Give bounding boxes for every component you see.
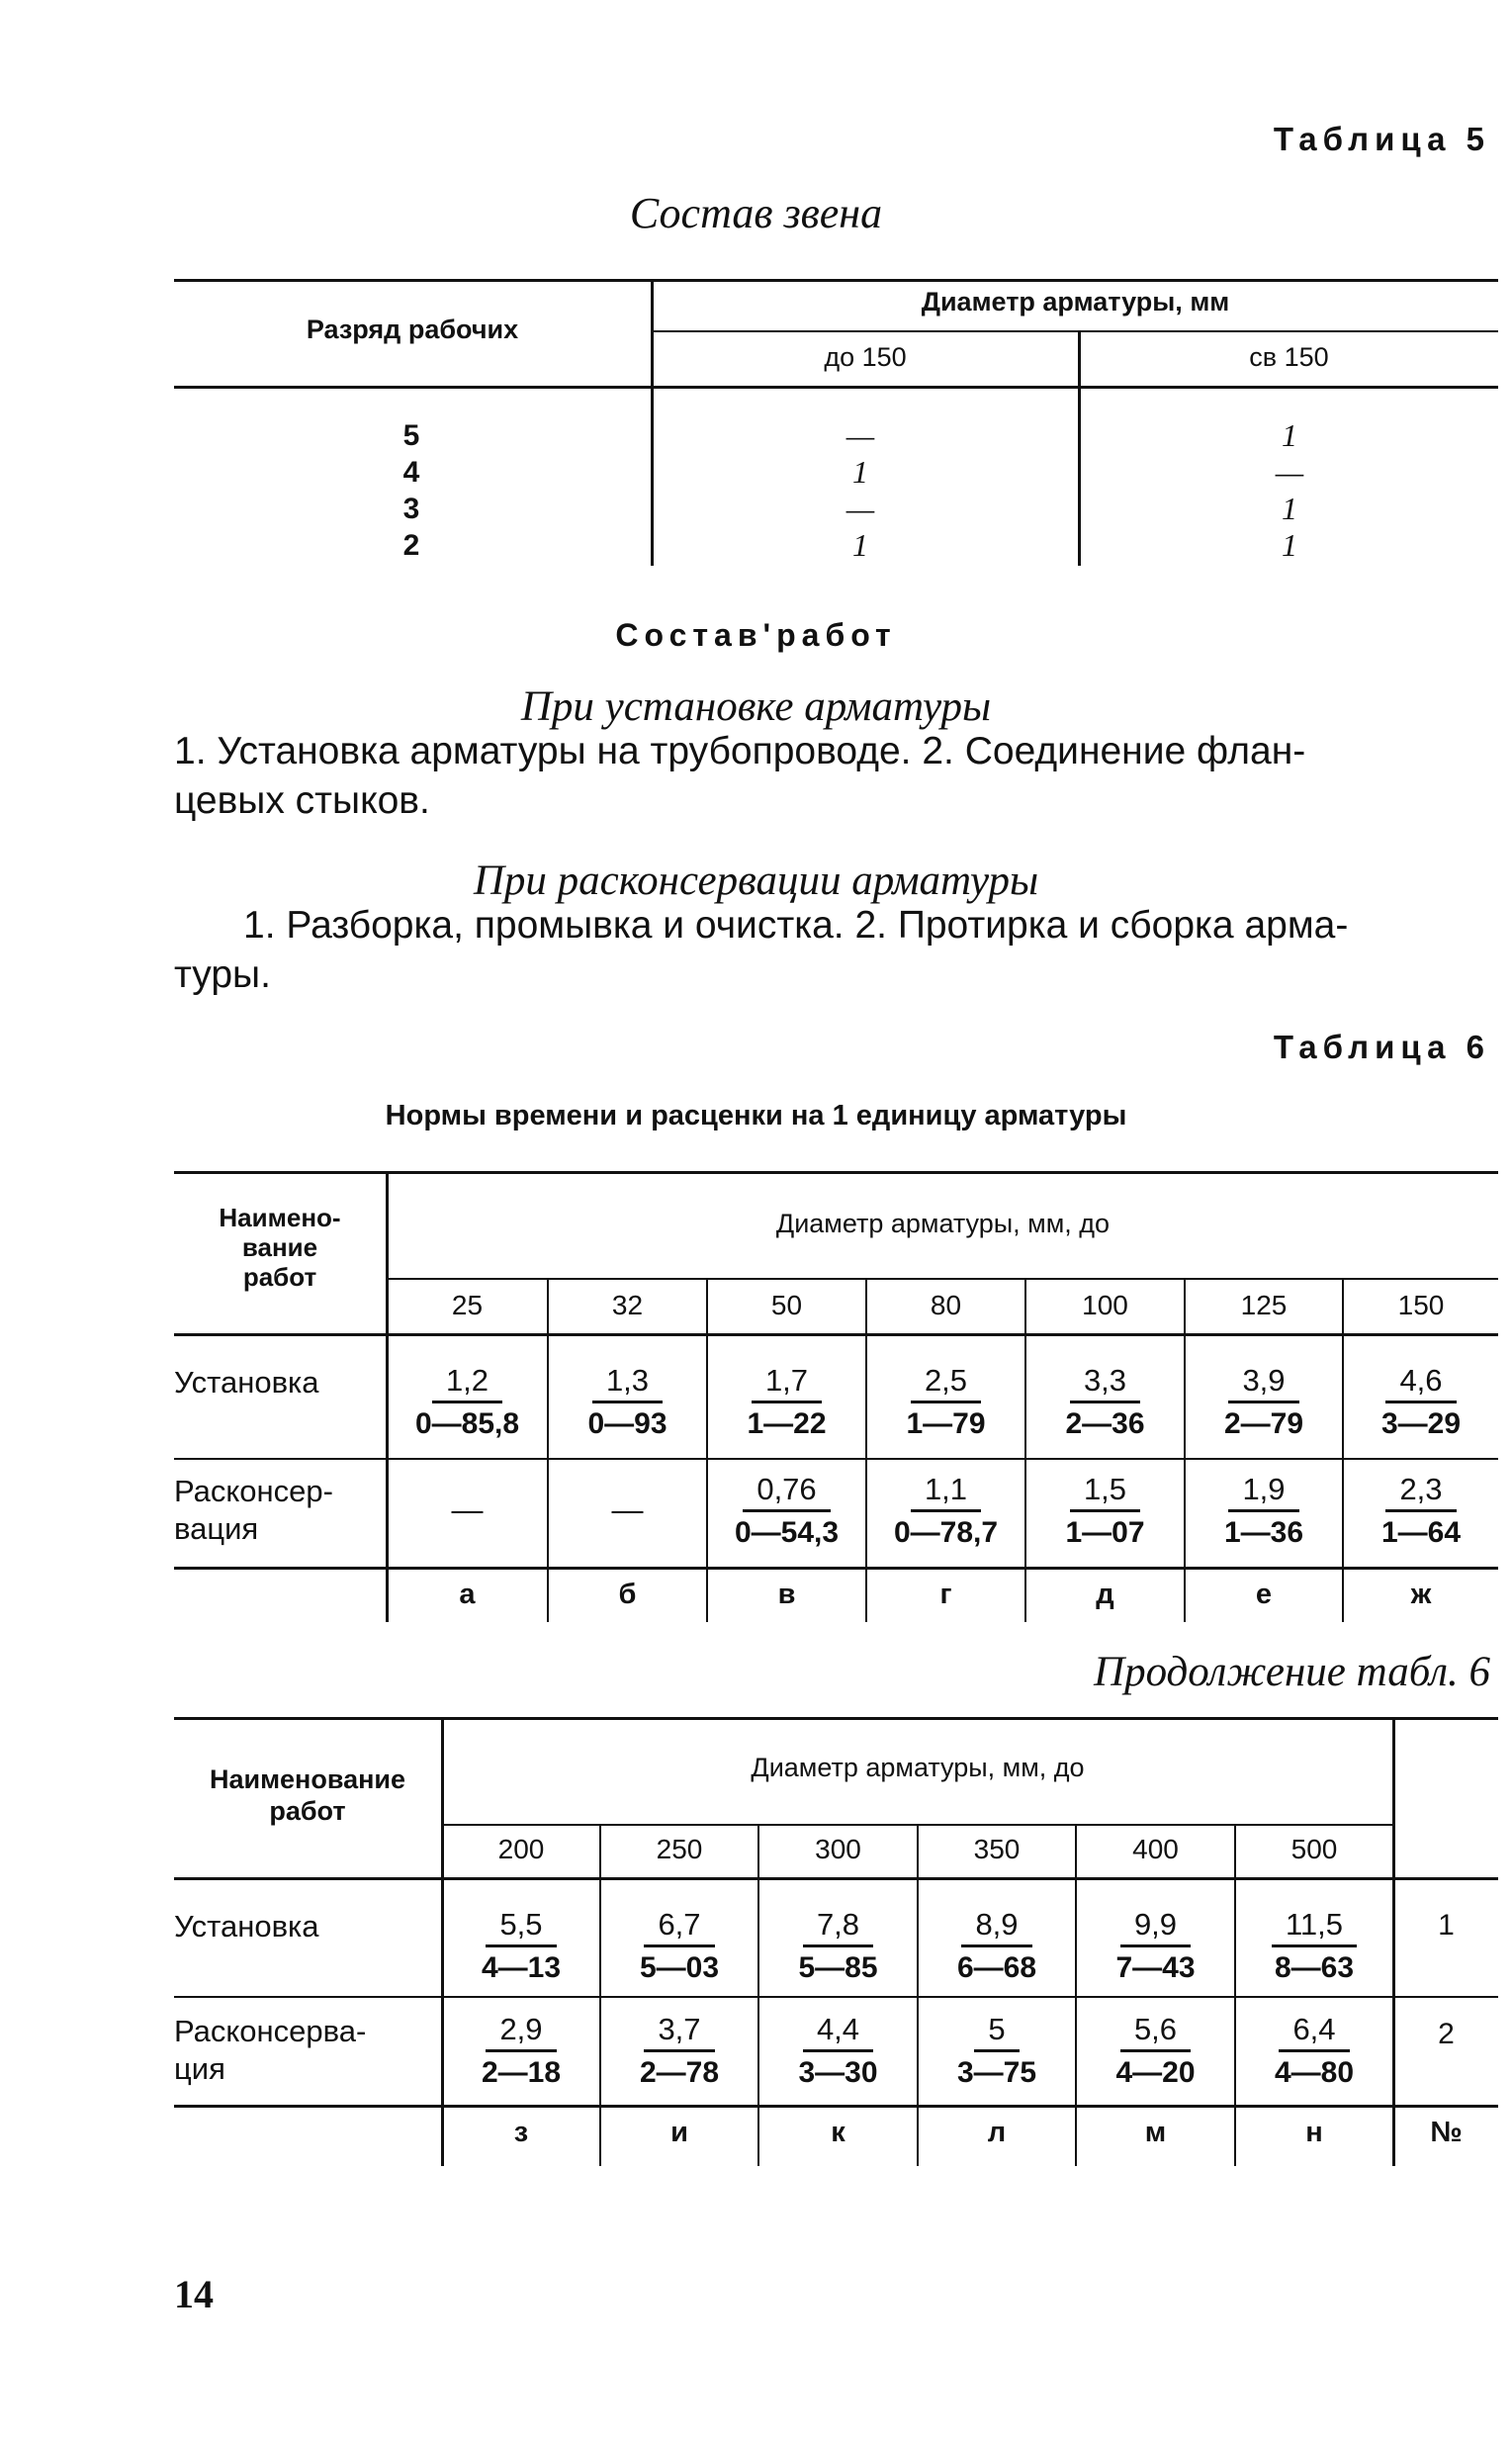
rate: 0—54,3 [734,1516,840,1549]
table6-row1-cell [1026,1361,1184,1445]
time-norm: 8,9 [961,1905,1031,1947]
table6-row2-cell [1344,1470,1498,1554]
table5-cell: 1 [1282,491,1297,526]
table6-top-rule [174,1171,1498,1174]
table6-row-header: Наимено- вание работ [219,1203,341,1292]
table5-cell: 1 [852,454,868,490]
time-norm: 3,9 [1228,1361,1298,1403]
table6b-number-column-label: № [1430,2117,1463,2148]
rate: 0—85,8 [414,1407,520,1440]
table6b-title: Продолжение табл. 6 [1094,1649,1490,1695]
table6b-vline [1234,1824,1236,2166]
table5-rank: 3 [402,493,420,525]
table6b-vline [917,1824,919,2166]
table6b-diameter: 350 [973,1834,1021,1864]
table6b-row1-label: Установка [174,1909,319,1944]
install-text-line1: 1. Установка арматуры на трубопроводе. 2. Соединение флан- [174,730,1306,772]
table5-label: Таблица 5 [1273,121,1490,157]
table5-rank: 5 [402,419,420,452]
table6-row1-cell [549,1361,706,1445]
table6b-row1-cell [443,1905,599,1989]
table6-row1-cell [708,1361,865,1445]
table5-top-rule [174,279,1498,282]
table6b-row2-label-2: ция [174,2051,225,2086]
time-norm: 5 [974,2010,1019,2052]
time-norm: 2,5 [911,1361,981,1403]
table6b-column-letter: н [1305,2117,1323,2148]
rate: 2—36 [1065,1407,1145,1440]
table6-row-rule [174,1458,1498,1460]
table6-row2-cell [1026,1470,1184,1554]
table6b-vline [599,1824,601,2166]
table6-vline [865,1278,867,1622]
table6-column-letter: ж [1410,1579,1432,1610]
time-norm: 1,7 [752,1361,822,1403]
time-norm: 1,9 [1228,1470,1298,1512]
table6b-column-letter: з [513,2117,529,2148]
table6b-diameter: 500 [1290,1834,1338,1864]
rate: 6—68 [956,1951,1037,1984]
table6-diameter: 25 [451,1290,484,1320]
table6-diameter: 50 [770,1290,803,1320]
table6-row2-cell [1186,1470,1342,1554]
table6b-column-letter: к [831,2117,845,2148]
rate: 7—43 [1115,1951,1196,1984]
work-heading: Состав'работ [615,617,897,653]
table6-header-rule [174,1333,1498,1336]
table5-rank: 4 [402,456,420,489]
table6b-row1-number: 1 [1438,1909,1455,1942]
table6-row2-label-1: Расконсер- [174,1474,333,1508]
table6-row2-cell [708,1470,865,1554]
table6-column-letter: б [618,1579,637,1610]
rate: 0—78,7 [893,1516,999,1549]
table6b-vline [757,1824,759,2166]
depres-title: При расконсервации арматуры [473,858,1039,904]
table5-cell: — [1275,454,1304,490]
time-norm: 2,9 [486,2010,556,2052]
table5-group-rule [653,330,1498,332]
table6b-row2-cell [1077,2010,1234,2094]
time-norm: 9,9 [1120,1905,1191,1947]
table6b-column-letter: и [670,2117,688,2148]
rate: 4—20 [1115,2056,1196,2089]
table6-column-letter: г [939,1579,952,1610]
time-norm: 3,7 [644,2010,714,2052]
time-norm: 6,7 [644,1905,714,1947]
rate: 1—07 [1065,1516,1145,1549]
table5-cell: — [845,417,875,453]
table6-row2-cell [867,1470,1024,1554]
rate: 4—13 [481,1951,562,1984]
install-text-line2: цевых стыков. [174,779,430,822]
rate: 1—79 [906,1407,986,1440]
table6-column-letter: в [777,1579,796,1610]
table5-ranks [392,417,431,564]
rate: 5—03 [639,1951,720,1984]
rate: 4—80 [1274,2056,1355,2089]
time-norm: 3,3 [1070,1361,1140,1403]
table6-row1-cell [1344,1361,1498,1445]
table5-col-header-left: Разряд рабочих [306,315,519,344]
time-norm: 5,6 [1120,2010,1191,2052]
table5-col-header-group: Диаметр арматуры, мм [921,287,1230,316]
time-norm: 6,4 [1279,2010,1349,2052]
table6-label: Таблица 6 [1273,1029,1490,1065]
table6b-row2-cell [919,2010,1075,2094]
table6-vline [706,1278,708,1622]
table5-rank: 2 [402,529,420,562]
rate: 3—30 [798,2056,878,2089]
table6-diameter: 125 [1240,1290,1288,1320]
table6b-row1-cell [1077,1905,1234,1989]
time-norm: 7,8 [803,1905,873,1947]
time-norm: 11,5 [1272,1905,1357,1947]
rate: 2—78 [639,2056,720,2089]
rate: 1—64 [1380,1516,1462,1549]
table6-column-letter: е [1255,1579,1273,1610]
table6b-row1-cell [1236,1905,1392,1989]
table6-row1-cell [867,1361,1024,1445]
table6b-top-rule [174,1717,1498,1720]
table6b-row2-label-1: Расконсерва- [174,2014,367,2048]
install-title: При установке арматуры [520,683,992,730]
time-norm: 1,3 [592,1361,663,1403]
table6-vline [1342,1278,1344,1622]
table6b-diameter: 200 [497,1834,545,1864]
table6b-row1-cell [919,1905,1075,1989]
table6b-group-header: Диаметр арматуры, мм, до [751,1753,1085,1782]
table6b-column-letter: л [987,2117,1007,2148]
table6b-row-header-1: Наименование [209,1764,406,1794]
table6b-row2-cell [1236,2010,1392,2094]
table5-cell: 1 [852,527,868,563]
time-norm: 1,5 [1070,1470,1140,1512]
time-norm: 5,5 [486,1905,556,1947]
table6-group-header: Диаметр арматуры, мм, до [775,1209,1111,1238]
time-norm: 4,6 [1385,1361,1456,1403]
table6b-vline [1075,1824,1077,2166]
table6-diameter: 80 [930,1290,962,1320]
rate: 1—36 [1223,1516,1304,1549]
table6-column-letter: а [459,1579,476,1610]
depres-text-line2: туры. [174,953,271,996]
table6b-row2-cell [759,2010,917,2094]
table6-diameter: 32 [611,1290,644,1320]
table6-row1-cell [388,1361,547,1445]
table6-empty-cell: — [611,1492,644,1527]
table6b-bottom-rule [174,2105,1498,2108]
table6-group-rule [388,1278,1498,1280]
table5-cell: — [845,491,875,526]
table6-bottom-rule [174,1567,1498,1570]
table6-empty-cell: — [451,1492,484,1527]
time-norm: 4,4 [803,2010,873,2052]
rate: 2—18 [481,2056,562,2089]
table6b-column-letter: м [1144,2117,1167,2148]
table6b-row2-cell [601,2010,757,2094]
table6-row1-cell [1186,1361,1342,1445]
rate: 5—85 [798,1951,878,1984]
table6-vline [547,1278,549,1622]
table6-diameter: 150 [1397,1290,1445,1320]
table6b-header-rule [174,1877,1498,1880]
table5-title: Состав звена [629,189,883,237]
table5-cell: 1 [1282,417,1297,453]
table6b-diameter: 400 [1132,1834,1179,1864]
rate: 2—79 [1223,1407,1304,1440]
time-norm: 2,3 [1385,1470,1456,1512]
table6-vline [1024,1278,1026,1622]
rate: 1—22 [747,1407,827,1440]
table6b-row-header-2: работ [269,1796,346,1826]
table5-subheader-b: св 150 [1249,342,1329,372]
table5-header-rule [174,386,1498,389]
page-number: 14 [174,2272,214,2316]
table5-cell: 1 [1282,527,1297,563]
table5-col-b [1270,417,1309,564]
table6-title: Нормы времени и расценки на 1 единицу арматуры [385,1100,1127,1131]
table6-diameter: 100 [1082,1290,1128,1320]
table5-vline-1 [651,279,654,566]
rate: 3—29 [1380,1407,1462,1440]
rate: 8—63 [1274,1951,1355,1984]
table6b-row2-cell [443,2010,599,2094]
depres-text-line1: 1. Разборка, промывка и очистка. 2. Протирка и сборка арма- [243,904,1349,947]
rate: 3—75 [956,2056,1037,2089]
table6-column-letter: д [1096,1579,1114,1610]
table6b-row2-number: 2 [1438,2018,1455,2050]
table6b-row1-cell [601,1905,757,1989]
table6-row1-label: Установка [174,1365,319,1400]
rate: 0—93 [587,1407,667,1440]
table6-row2-label-2: вация [174,1511,259,1546]
table5-col-a [841,417,880,564]
table6b-diameter: 300 [815,1834,861,1864]
table6b-row-rule [174,1996,1498,1998]
table6b-diameter: 250 [656,1834,703,1864]
table6b-row1-cell [759,1905,917,1989]
time-norm: 1,2 [432,1361,502,1403]
table5-subheader-a: до 150 [824,342,907,372]
time-norm: 0,76 [743,1470,830,1512]
time-norm: 1,1 [911,1470,981,1512]
table6-vline [1184,1278,1186,1622]
